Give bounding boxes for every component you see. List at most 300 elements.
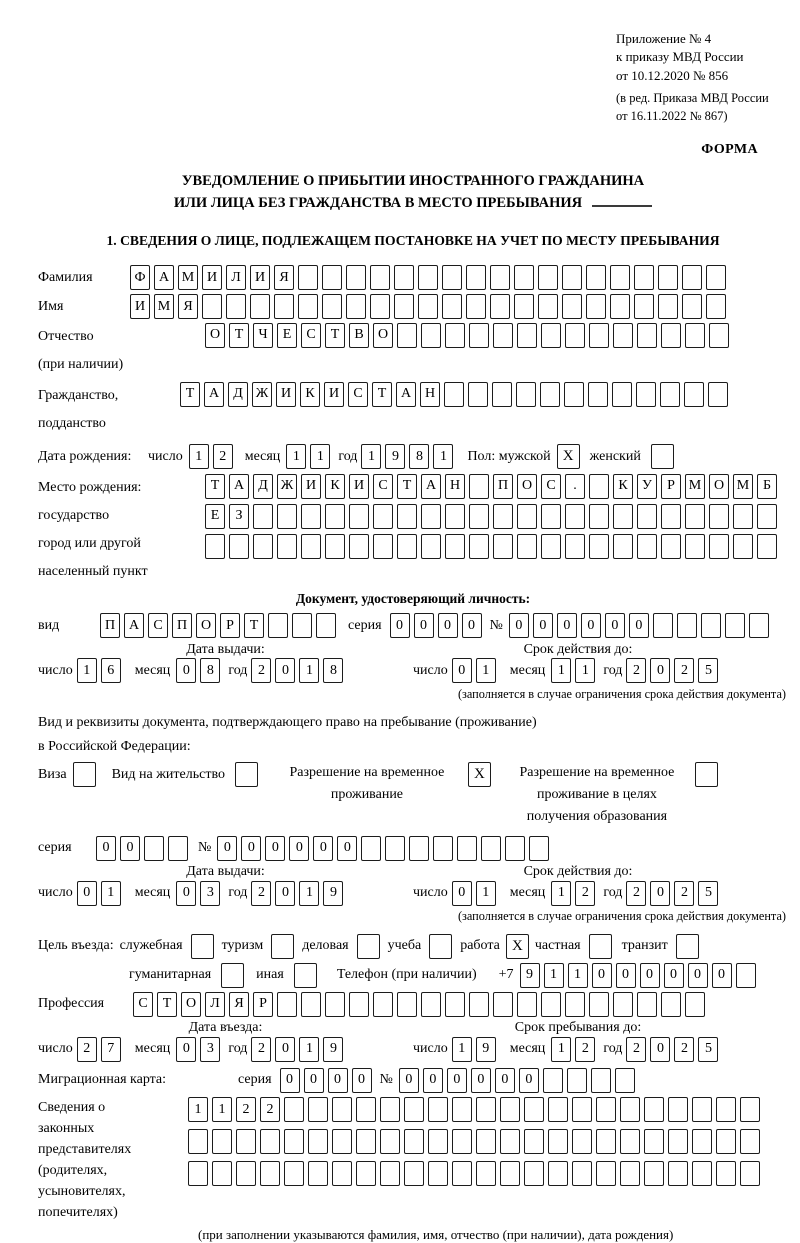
char-cell[interactable] [565, 323, 585, 348]
char-cell[interactable]: 0 [275, 1037, 295, 1062]
char-cell[interactable]: 2 [674, 881, 694, 906]
char-cell[interactable] [613, 504, 633, 529]
doc-number-cells[interactable] [509, 613, 769, 638]
char-cell[interactable]: А [421, 474, 441, 499]
char-cell[interactable]: 1 [476, 881, 496, 906]
char-cell[interactable] [332, 1161, 352, 1186]
char-cell[interactable]: 9 [385, 444, 405, 469]
char-cell[interactable] [260, 1161, 280, 1186]
char-cell[interactable]: И [276, 382, 296, 407]
char-cell[interactable]: 0 [452, 658, 472, 683]
char-cell[interactable]: Ф [130, 265, 150, 290]
char-cell[interactable]: 2 [674, 658, 694, 683]
char-cell[interactable]: 0 [664, 963, 684, 988]
char-cell[interactable] [661, 504, 681, 529]
char-cell[interactable]: А [229, 474, 249, 499]
char-cell[interactable] [421, 323, 441, 348]
char-cell[interactable]: 0 [176, 881, 196, 906]
char-cell[interactable]: 0 [414, 613, 434, 638]
char-cell[interactable]: 0 [265, 836, 285, 861]
char-cell[interactable] [749, 613, 769, 638]
char-cell[interactable] [452, 1161, 472, 1186]
char-cell[interactable] [565, 992, 585, 1017]
char-cell[interactable]: 9 [323, 881, 343, 906]
char-cell[interactable] [668, 1097, 688, 1122]
char-cell[interactable]: А [396, 382, 416, 407]
doc-valid-month-cells[interactable] [551, 658, 595, 683]
char-cell[interactable]: 0 [176, 1037, 196, 1062]
char-cell[interactable] [168, 836, 188, 861]
char-cell[interactable] [356, 1161, 376, 1186]
char-cell[interactable]: О [709, 474, 729, 499]
char-cell[interactable]: 0 [289, 836, 309, 861]
purpose-official-checkbox[interactable] [191, 934, 214, 959]
char-cell[interactable] [373, 534, 393, 559]
char-cell[interactable] [476, 1161, 496, 1186]
char-cell[interactable] [564, 382, 584, 407]
char-cell[interactable] [493, 534, 513, 559]
birth-year-cells[interactable] [361, 444, 453, 469]
char-cell[interactable] [709, 323, 729, 348]
char-cell[interactable] [322, 294, 342, 319]
char-cell[interactable]: 0 [533, 613, 553, 638]
char-cell[interactable] [708, 382, 728, 407]
char-cell[interactable] [658, 265, 678, 290]
char-cell[interactable] [572, 1129, 592, 1154]
char-cell[interactable]: 5 [698, 658, 718, 683]
char-cell[interactable]: М [154, 294, 174, 319]
char-cell[interactable] [188, 1161, 208, 1186]
char-cell[interactable] [457, 836, 477, 861]
permit-valid-month-cells[interactable] [551, 881, 595, 906]
char-cell[interactable]: Р [253, 992, 273, 1017]
char-cell[interactable] [236, 1129, 256, 1154]
char-cell[interactable]: 0 [629, 613, 649, 638]
purpose-business-checkbox[interactable] [357, 934, 380, 959]
char-cell[interactable] [356, 1129, 376, 1154]
char-cell[interactable]: И [301, 474, 321, 499]
char-cell[interactable] [660, 382, 680, 407]
char-cell[interactable] [706, 294, 726, 319]
permit-valid-year-cells[interactable] [626, 881, 718, 906]
char-cell[interactable] [226, 294, 246, 319]
char-cell[interactable] [692, 1129, 712, 1154]
char-cell[interactable] [685, 504, 705, 529]
char-cell[interactable]: М [685, 474, 705, 499]
char-cell[interactable]: 2 [251, 881, 271, 906]
char-cell[interactable]: О [196, 613, 216, 638]
char-cell[interactable]: Е [277, 323, 297, 348]
char-cell[interactable]: П [493, 474, 513, 499]
char-cell[interactable] [346, 294, 366, 319]
char-cell[interactable] [706, 265, 726, 290]
char-cell[interactable]: С [301, 323, 321, 348]
char-cell[interactable]: Ж [252, 382, 272, 407]
char-cell[interactable] [445, 992, 465, 1017]
char-cell[interactable]: Т [325, 323, 345, 348]
char-cell[interactable] [757, 534, 777, 559]
char-cell[interactable] [637, 504, 657, 529]
patronymic-cells[interactable] [205, 323, 729, 348]
char-cell[interactable]: 2 [251, 1037, 271, 1062]
char-cell[interactable]: С [373, 474, 393, 499]
permit-number-cells[interactable] [217, 836, 549, 861]
char-cell[interactable] [404, 1161, 424, 1186]
char-cell[interactable]: 1 [189, 444, 209, 469]
char-cell[interactable] [444, 382, 464, 407]
char-cell[interactable]: 0 [399, 1068, 419, 1093]
char-cell[interactable] [589, 504, 609, 529]
char-cell[interactable]: У [637, 474, 657, 499]
char-cell[interactable]: К [613, 474, 633, 499]
char-cell[interactable] [394, 265, 414, 290]
char-cell[interactable]: 2 [260, 1097, 280, 1122]
char-cell[interactable]: Т [205, 474, 225, 499]
char-cell[interactable] [505, 836, 525, 861]
visa-checkbox[interactable] [73, 762, 96, 787]
doc-valid-year-cells[interactable] [626, 658, 718, 683]
char-cell[interactable] [591, 1068, 611, 1093]
char-cell[interactable] [274, 294, 294, 319]
char-cell[interactable] [682, 294, 702, 319]
char-cell[interactable] [636, 382, 656, 407]
char-cell[interactable] [298, 294, 318, 319]
char-cell[interactable]: П [100, 613, 120, 638]
char-cell[interactable]: 0 [509, 613, 529, 638]
char-cell[interactable]: 0 [495, 1068, 515, 1093]
char-cell[interactable]: 8 [323, 658, 343, 683]
char-cell[interactable]: 0 [471, 1068, 491, 1093]
char-cell[interactable] [292, 613, 312, 638]
char-cell[interactable] [589, 992, 609, 1017]
char-cell[interactable]: Т [157, 992, 177, 1017]
char-cell[interactable] [428, 1161, 448, 1186]
char-cell[interactable] [644, 1097, 664, 1122]
char-cell[interactable]: 2 [626, 1037, 646, 1062]
char-cell[interactable] [524, 1129, 544, 1154]
representatives-row3-cells[interactable] [188, 1161, 760, 1186]
char-cell[interactable] [284, 1129, 304, 1154]
char-cell[interactable]: 9 [323, 1037, 343, 1062]
char-cell[interactable] [490, 294, 510, 319]
doc-series-cells[interactable] [390, 613, 482, 638]
char-cell[interactable] [325, 992, 345, 1017]
char-cell[interactable] [620, 1097, 640, 1122]
char-cell[interactable] [202, 294, 222, 319]
char-cell[interactable]: А [124, 613, 144, 638]
char-cell[interactable] [397, 992, 417, 1017]
char-cell[interactable]: 2 [626, 658, 646, 683]
char-cell[interactable] [548, 1097, 568, 1122]
char-cell[interactable] [332, 1129, 352, 1154]
char-cell[interactable]: 1 [286, 444, 306, 469]
surname-cells[interactable] [130, 265, 726, 290]
char-cell[interactable] [469, 534, 489, 559]
char-cell[interactable] [205, 534, 225, 559]
permit-issue-year-cells[interactable] [251, 881, 343, 906]
stay-day-cells[interactable] [452, 1037, 496, 1062]
char-cell[interactable]: Ж [277, 474, 297, 499]
permit-issue-day-cells[interactable] [77, 881, 121, 906]
char-cell[interactable] [349, 992, 369, 1017]
char-cell[interactable]: С [133, 992, 153, 1017]
char-cell[interactable] [538, 294, 558, 319]
char-cell[interactable]: Я [274, 265, 294, 290]
char-cell[interactable] [567, 1068, 587, 1093]
char-cell[interactable] [541, 323, 561, 348]
char-cell[interactable]: И [324, 382, 344, 407]
char-cell[interactable]: Л [205, 992, 225, 1017]
char-cell[interactable]: И [202, 265, 222, 290]
stay-year-cells[interactable] [626, 1037, 718, 1062]
char-cell[interactable]: 1 [551, 1037, 571, 1062]
char-cell[interactable] [445, 504, 465, 529]
char-cell[interactable] [543, 1068, 563, 1093]
char-cell[interactable] [490, 265, 510, 290]
representatives-row2-cells[interactable] [188, 1129, 760, 1154]
char-cell[interactable] [684, 382, 704, 407]
char-cell[interactable]: 0 [423, 1068, 443, 1093]
char-cell[interactable] [620, 1129, 640, 1154]
name-cells[interactable] [130, 294, 726, 319]
char-cell[interactable] [469, 323, 489, 348]
char-cell[interactable] [529, 836, 549, 861]
temp-residence-checkbox[interactable]: X [468, 762, 491, 787]
char-cell[interactable] [589, 323, 609, 348]
char-cell[interactable] [500, 1097, 520, 1122]
char-cell[interactable] [716, 1129, 736, 1154]
char-cell[interactable]: 1 [575, 658, 595, 683]
entry-day-cells[interactable] [77, 1037, 121, 1062]
char-cell[interactable] [476, 1129, 496, 1154]
char-cell[interactable] [188, 1129, 208, 1154]
sex-male-checkbox[interactable]: X [557, 444, 580, 469]
char-cell[interactable] [253, 504, 273, 529]
char-cell[interactable] [701, 613, 721, 638]
char-cell[interactable]: Я [229, 992, 249, 1017]
char-cell[interactable]: С [541, 474, 561, 499]
char-cell[interactable]: 0 [438, 613, 458, 638]
char-cell[interactable] [433, 836, 453, 861]
char-cell[interactable]: 0 [452, 881, 472, 906]
entry-year-cells[interactable] [251, 1037, 343, 1062]
purpose-tourism-checkbox[interactable] [271, 934, 294, 959]
char-cell[interactable] [452, 1097, 472, 1122]
representatives-row1-cells[interactable] [188, 1097, 760, 1122]
char-cell[interactable] [596, 1161, 616, 1186]
char-cell[interactable] [682, 265, 702, 290]
char-cell[interactable]: К [325, 474, 345, 499]
birth-place-row1-cells[interactable] [205, 474, 777, 499]
char-cell[interactable] [612, 382, 632, 407]
char-cell[interactable]: Б [757, 474, 777, 499]
char-cell[interactable] [418, 294, 438, 319]
purpose-other-checkbox[interactable] [294, 963, 317, 988]
char-cell[interactable] [514, 294, 534, 319]
char-cell[interactable] [589, 534, 609, 559]
char-cell[interactable] [385, 836, 405, 861]
char-cell[interactable] [397, 534, 417, 559]
char-cell[interactable] [661, 323, 681, 348]
char-cell[interactable] [733, 504, 753, 529]
char-cell[interactable] [613, 992, 633, 1017]
purpose-private-checkbox[interactable] [589, 934, 612, 959]
char-cell[interactable] [562, 294, 582, 319]
char-cell[interactable]: Д [253, 474, 273, 499]
char-cell[interactable] [418, 265, 438, 290]
char-cell[interactable] [620, 1161, 640, 1186]
char-cell[interactable] [301, 534, 321, 559]
char-cell[interactable]: 0 [688, 963, 708, 988]
char-cell[interactable] [548, 1161, 568, 1186]
entry-month-cells[interactable] [176, 1037, 220, 1062]
char-cell[interactable]: 2 [674, 1037, 694, 1062]
char-cell[interactable]: 0 [592, 963, 612, 988]
char-cell[interactable]: 0 [640, 963, 660, 988]
char-cell[interactable] [634, 294, 654, 319]
char-cell[interactable] [492, 382, 512, 407]
char-cell[interactable] [277, 534, 297, 559]
char-cell[interactable]: 0 [352, 1068, 372, 1093]
permit-valid-day-cells[interactable] [452, 881, 496, 906]
char-cell[interactable] [740, 1161, 760, 1186]
purpose-humanitarian-checkbox[interactable] [221, 963, 244, 988]
char-cell[interactable] [469, 992, 489, 1017]
char-cell[interactable]: 0 [313, 836, 333, 861]
char-cell[interactable]: И [349, 474, 369, 499]
char-cell[interactable]: Я [178, 294, 198, 319]
purpose-work-checkbox[interactable]: X [506, 934, 529, 959]
char-cell[interactable]: 0 [337, 836, 357, 861]
char-cell[interactable]: К [300, 382, 320, 407]
char-cell[interactable]: 1 [361, 444, 381, 469]
char-cell[interactable] [517, 323, 537, 348]
char-cell[interactable] [548, 1129, 568, 1154]
char-cell[interactable]: М [733, 474, 753, 499]
char-cell[interactable] [236, 1161, 256, 1186]
char-cell[interactable]: А [204, 382, 224, 407]
char-cell[interactable] [661, 992, 681, 1017]
char-cell[interactable]: 2 [213, 444, 233, 469]
char-cell[interactable] [586, 294, 606, 319]
char-cell[interactable] [397, 504, 417, 529]
char-cell[interactable]: Д [228, 382, 248, 407]
char-cell[interactable]: 1 [188, 1097, 208, 1122]
char-cell[interactable]: 0 [581, 613, 601, 638]
char-cell[interactable] [517, 534, 537, 559]
char-cell[interactable] [716, 1097, 736, 1122]
char-cell[interactable]: 0 [390, 613, 410, 638]
char-cell[interactable] [428, 1097, 448, 1122]
char-cell[interactable] [565, 534, 585, 559]
char-cell[interactable] [404, 1097, 424, 1122]
char-cell[interactable]: 1 [544, 963, 564, 988]
char-cell[interactable] [517, 992, 537, 1017]
char-cell[interactable] [397, 323, 417, 348]
char-cell[interactable]: 1 [551, 658, 571, 683]
char-cell[interactable] [322, 265, 342, 290]
sex-female-checkbox[interactable] [651, 444, 674, 469]
doc-type-cells[interactable] [100, 613, 336, 638]
char-cell[interactable]: 8 [409, 444, 429, 469]
doc-issue-year-cells[interactable] [251, 658, 343, 683]
char-cell[interactable]: 2 [575, 881, 595, 906]
char-cell[interactable]: 0 [650, 881, 670, 906]
char-cell[interactable] [685, 534, 705, 559]
char-cell[interactable] [469, 474, 489, 499]
migration-series-cells[interactable] [280, 1068, 372, 1093]
char-cell[interactable] [637, 323, 657, 348]
char-cell[interactable] [644, 1129, 664, 1154]
char-cell[interactable]: . [565, 474, 585, 499]
char-cell[interactable] [284, 1097, 304, 1122]
char-cell[interactable] [692, 1097, 712, 1122]
char-cell[interactable] [538, 265, 558, 290]
char-cell[interactable] [476, 1097, 496, 1122]
char-cell[interactable] [349, 504, 369, 529]
char-cell[interactable]: 1 [101, 881, 121, 906]
char-cell[interactable]: Т [397, 474, 417, 499]
char-cell[interactable]: 0 [462, 613, 482, 638]
char-cell[interactable]: С [148, 613, 168, 638]
char-cell[interactable]: 0 [275, 658, 295, 683]
char-cell[interactable] [677, 613, 697, 638]
char-cell[interactable] [736, 963, 756, 988]
char-cell[interactable] [356, 1097, 376, 1122]
char-cell[interactable] [596, 1097, 616, 1122]
char-cell[interactable]: 0 [605, 613, 625, 638]
char-cell[interactable] [709, 534, 729, 559]
char-cell[interactable]: О [205, 323, 225, 348]
char-cell[interactable] [613, 534, 633, 559]
char-cell[interactable]: З [229, 504, 249, 529]
doc-issue-day-cells[interactable] [77, 658, 121, 683]
char-cell[interactable] [493, 504, 513, 529]
char-cell[interactable]: 0 [616, 963, 636, 988]
char-cell[interactable] [610, 294, 630, 319]
char-cell[interactable]: 0 [328, 1068, 348, 1093]
char-cell[interactable] [409, 836, 429, 861]
char-cell[interactable] [565, 504, 585, 529]
char-cell[interactable] [144, 836, 164, 861]
char-cell[interactable]: 0 [447, 1068, 467, 1093]
char-cell[interactable]: 0 [557, 613, 577, 638]
doc-issue-month-cells[interactable] [176, 658, 220, 683]
char-cell[interactable]: 5 [698, 1037, 718, 1062]
char-cell[interactable] [615, 1068, 635, 1093]
char-cell[interactable] [421, 504, 441, 529]
char-cell[interactable]: Л [226, 265, 246, 290]
char-cell[interactable] [733, 534, 753, 559]
char-cell[interactable]: 0 [217, 836, 237, 861]
char-cell[interactable]: 2 [236, 1097, 256, 1122]
char-cell[interactable]: 0 [712, 963, 732, 988]
char-cell[interactable] [668, 1161, 688, 1186]
char-cell[interactable] [229, 534, 249, 559]
char-cell[interactable] [325, 504, 345, 529]
char-cell[interactable]: Т [180, 382, 200, 407]
char-cell[interactable]: Т [372, 382, 392, 407]
char-cell[interactable]: 0 [650, 658, 670, 683]
citizenship-cells[interactable] [180, 382, 728, 407]
char-cell[interactable]: 1 [299, 881, 319, 906]
char-cell[interactable] [610, 265, 630, 290]
char-cell[interactable] [380, 1161, 400, 1186]
char-cell[interactable]: 1 [299, 658, 319, 683]
char-cell[interactable]: Р [661, 474, 681, 499]
char-cell[interactable] [516, 382, 536, 407]
temp-residence-edu-checkbox[interactable] [695, 762, 718, 787]
